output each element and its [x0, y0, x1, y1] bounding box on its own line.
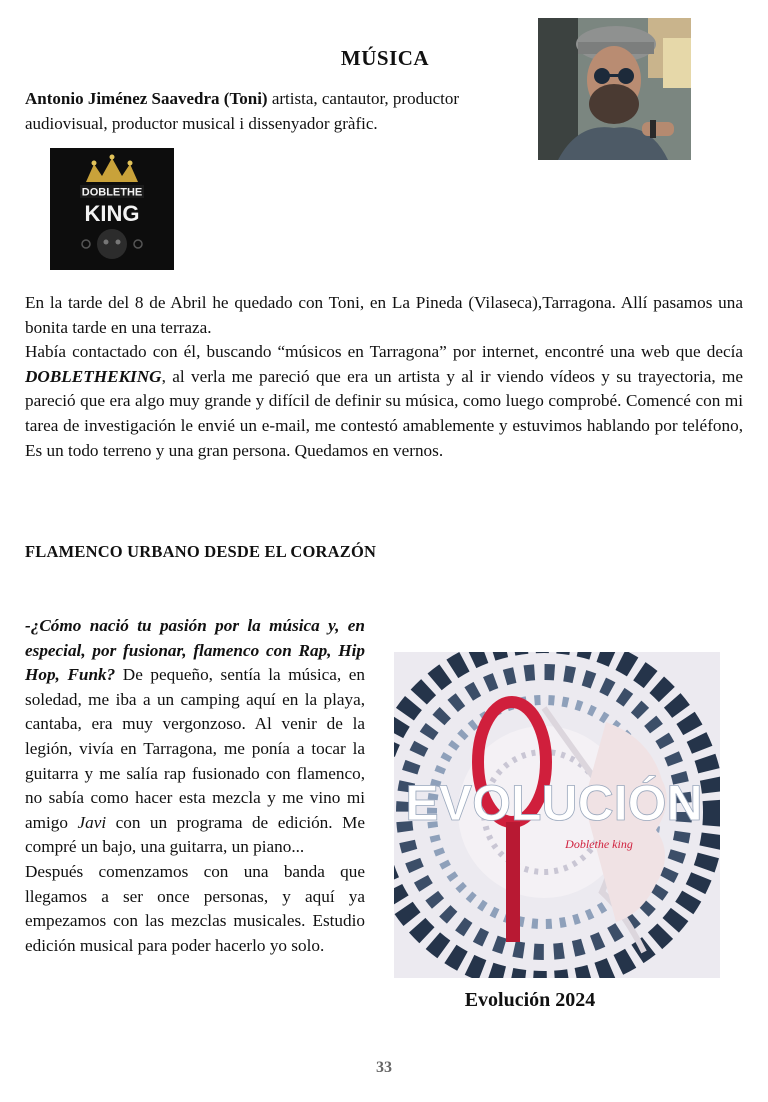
logo-text-bottom: KING — [84, 201, 140, 226]
page-title: MÚSICA — [340, 46, 430, 70]
interview-question: -¿Cómo nació tu pasión por la música y, en especial, por fusionar, flamenco con Rap, Hip Hop, Funk? — [25, 616, 365, 685]
album-cover — [394, 652, 720, 978]
interview-answer-1 — [25, 614, 365, 860]
logo-artwork — [50, 148, 174, 270]
portrait-illustration — [538, 18, 691, 160]
body-paragraph-1: En la tarde del 8 de Abril he quedado con Toni, en La Pineda (Vilaseca),Tarragona. Allí pasamos una bonita tarde en una terraza. — [25, 293, 743, 337]
interview-column — [25, 614, 365, 958]
friend-name: Javi — [77, 812, 107, 832]
website-name: DOBLETHEKING — [25, 366, 162, 386]
album-caption: Evolución 2024 — [464, 989, 596, 1011]
body-text-span: Había contactado con él, buscando “músicos en Tarragona” por internet, encontré una web que decía — [25, 342, 743, 362]
artist-name: Antonio Jiménez Saavedra (Toni) — [25, 89, 268, 108]
intro-paragraph — [25, 86, 525, 136]
body-paragraph-2 — [25, 340, 743, 463]
body-text-span: , al verla me pareció que era un artista y al ir viendo vídeos y su trayectoria, me pareció que era algo muy grande y difícil de definir su música, como luego comprobé. Comencé con mi tarea de investigación le envié un e-mail, me contestó amablemente y estuvimos hablando por teléfono, Es un todo terreno y una gran persona. Quedamos en vernos. — [25, 366, 743, 460]
intro-body — [25, 291, 743, 463]
answer-text: De pequeño, sentía la música, en soledad, me iba a un camping aquí en la playa, cantaba, era muy vergonzoso. Al venir de la legión, vivía en Tarragona, me ponía a tocar la guitarra y me salía rap fusionado con flamenco, no sabía como hacer esta mezcla y me vino mi amigo — [25, 665, 366, 832]
artist-roles: artista, cantautor, productor audiovisual, productor musical i dissenyador gràfic. — [25, 89, 460, 133]
logo-text-top: DOBLETHE — [81, 186, 143, 199]
section-title: FLAMENCO URBANO DESDE EL CORAZÓN — [25, 542, 377, 561]
album-title: EVOLUCIÓN — [405, 775, 703, 831]
album-signature: Doblethe king — [565, 837, 633, 851]
interview-paragraph-2: Después comenzamos con una banda que llegamos a ser once personas, y aquí ya empezamos con las mezclas musicales. Estudio edición musical para poder hacerlo yo solo. — [25, 861, 365, 955]
doblethe-king-logo — [50, 148, 174, 270]
lion-icon — [97, 229, 127, 259]
page-number: 33 — [376, 1059, 392, 1076]
answer-text: con un programa de edición. Me compré un bajo, una guitarra, un piano... — [25, 812, 365, 857]
portrait-photo — [538, 18, 691, 160]
album-cover-art — [394, 652, 720, 978]
